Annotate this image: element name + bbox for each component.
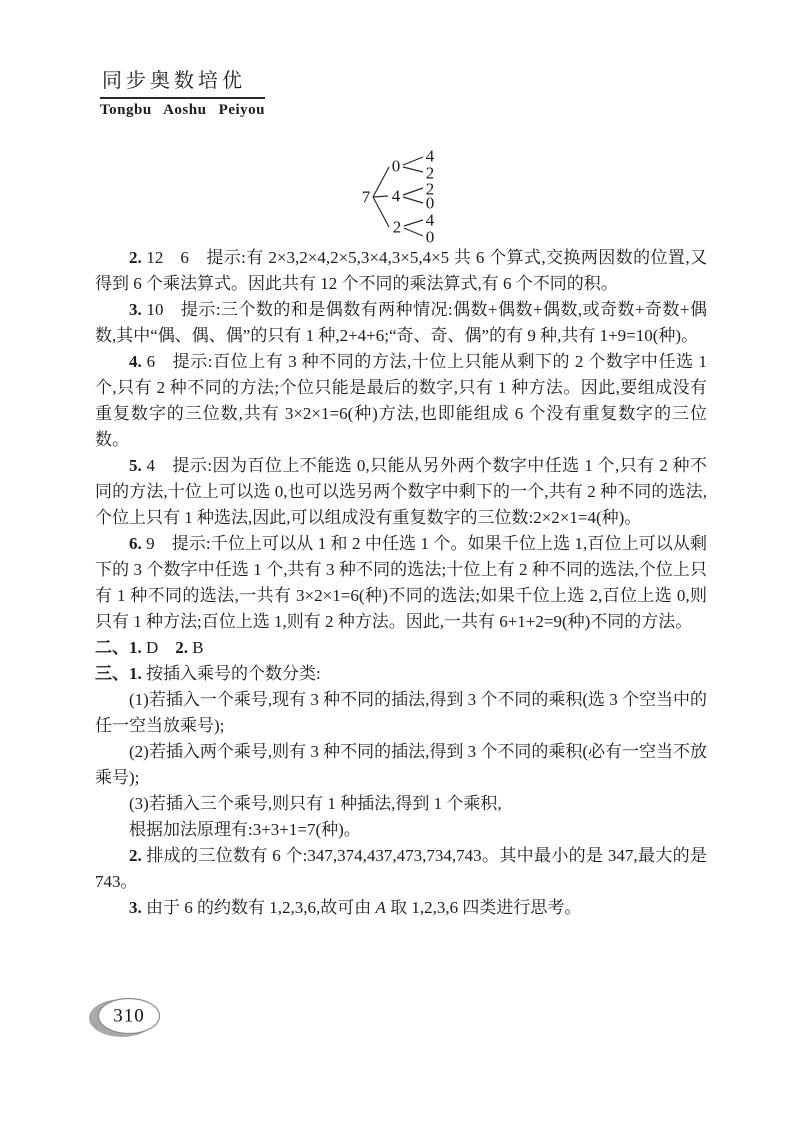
paragraph — [95, 245, 707, 297]
paragraph — [95, 817, 707, 843]
page-number: 310 — [113, 1005, 145, 1027]
tree-node: 4 — [391, 186, 401, 206]
tree-node: 2 — [392, 217, 402, 237]
header-subtitle: Tongbu Aoshu Peiyou — [100, 102, 266, 118]
text-run: B — [188, 638, 204, 657]
tree-node: 0 — [391, 156, 401, 176]
paragraph — [95, 687, 707, 739]
paragraph — [95, 531, 707, 635]
page-number-badge — [88, 995, 170, 1041]
paragraph — [95, 635, 707, 661]
paragraph — [95, 661, 707, 687]
text-run: 三、1. — [95, 664, 142, 683]
text-run: A — [375, 898, 386, 917]
text-run: 10 提示:三个数的和是偶数有两种情况:偶数+偶数+偶数,或奇数+奇数+偶数,其中“偶、偶、偶”的只有 1 种,2+4+6;“奇、奇、偶”的有 9 种,共有 1+9=10(种)。 — [95, 300, 707, 345]
text-run: 3. — [129, 300, 142, 319]
tree-leaf: 4 — [425, 146, 435, 166]
text-run: 二、1. — [95, 638, 142, 657]
paragraph — [95, 895, 707, 921]
text-run: 按插入乘号的个数分类: — [141, 664, 321, 683]
tree-diagram — [348, 140, 448, 250]
text-run: 取 1,2,3,6 四类进行思考。 — [385, 898, 582, 917]
text-run: 12 6 提示:有 2×3,2×4,2×5,3×4,3×5,4×5 共 6 个算式,交换两因数的位置,又得到 6 个乘法算式。因此共有 12 个不同的乘法算式,有 6 个不同的积。 — [95, 248, 707, 293]
tree-leaf: 2 — [425, 179, 435, 199]
text-run: 3. — [129, 898, 142, 917]
text-run: 排成的三位数有 6 个:347,374,437,473,734,743。其中最小的是 347,最大的是 743。 — [95, 846, 707, 891]
text-run: D — [141, 638, 176, 657]
paragraph — [95, 297, 707, 349]
paragraph — [95, 791, 707, 817]
text-run: 4. — [129, 352, 142, 371]
text-run: 6 提示:百位上有 3 种不同的方法,十位上只能从剩下的 2 个数字中任选 1 个,只有 2 种不同的方法;个位只能是最后的数字,只有 1 种方法。因此,要组成没有重复数字的三位数,共有 3×2×1=6(种)方法,也即能组成 6 个没有重复数字的三位数。 — [95, 352, 707, 449]
tree-leaf: 4 — [425, 210, 435, 230]
paragraph — [95, 739, 707, 791]
paragraph — [95, 349, 707, 453]
text-run: (3)若插入三个乘号,则只有 1 种插法,得到 1 个乘积, — [129, 794, 502, 813]
text-run: 4 提示:因为百位上不能选 0,只能从另外两个数字中任选 1 个,只有 2 种不同的方法,十位上可以选 0,也可以选另两个数字中剩下的一个,共有 2 种不同的选法,个位上只有 1 种选法,因此,可以组成没有重复数字的三位数:2×2×1=4(种)。 — [95, 456, 707, 527]
tree-root: 7 — [361, 187, 371, 207]
tree-leaf: 2 — [425, 163, 435, 183]
paragraph — [95, 843, 707, 895]
header-title: 同步奥数培优 — [100, 64, 265, 99]
text-run: 由于 6 的约数有 1,2,3,6,故可由 — [141, 898, 376, 917]
tree-leaf: 0 — [425, 193, 435, 213]
text-run: (1)若插入一个乘号,现有 3 种不同的插法,得到 3 个不同的乘积(选 3 个空当中的任一空当放乘号); — [95, 690, 707, 735]
text-run: 根据加法原理有:3+3+1=7(种)。 — [129, 820, 361, 839]
text-run: 6. — [129, 534, 142, 553]
text-run: 5. — [129, 456, 142, 475]
content — [95, 245, 707, 921]
text-run: 2. — [175, 638, 189, 657]
text-run: 9 提示:千位上可以从 1 和 2 中任选 1 个。如果千位上选 1,百位上可以从剩下的 3 个数字中任选 1 个,共有 3 种不同的选法;十位上有 2 种不同的选法,个位上只有 1 种不同的选法,一共有 3×2×1=6(种)不同的选法;如果千位上选 2,百位上选 0,则只有 1 种方法;百位上选 1,则有 2 种方法。因此,一共有 6+1+2=9(种)不同的方法。 — [95, 534, 707, 631]
text-run: 2. — [129, 248, 142, 267]
paragraph — [95, 453, 707, 531]
tree-leaf: 0 — [425, 227, 435, 247]
text-run: (2)若插入两个乘号,则有 3 种不同的插法,得到 3 个不同的乘积(必有一空当不放乘号); — [95, 742, 707, 787]
page-header — [100, 64, 265, 119]
text-run: 2. — [129, 846, 142, 865]
